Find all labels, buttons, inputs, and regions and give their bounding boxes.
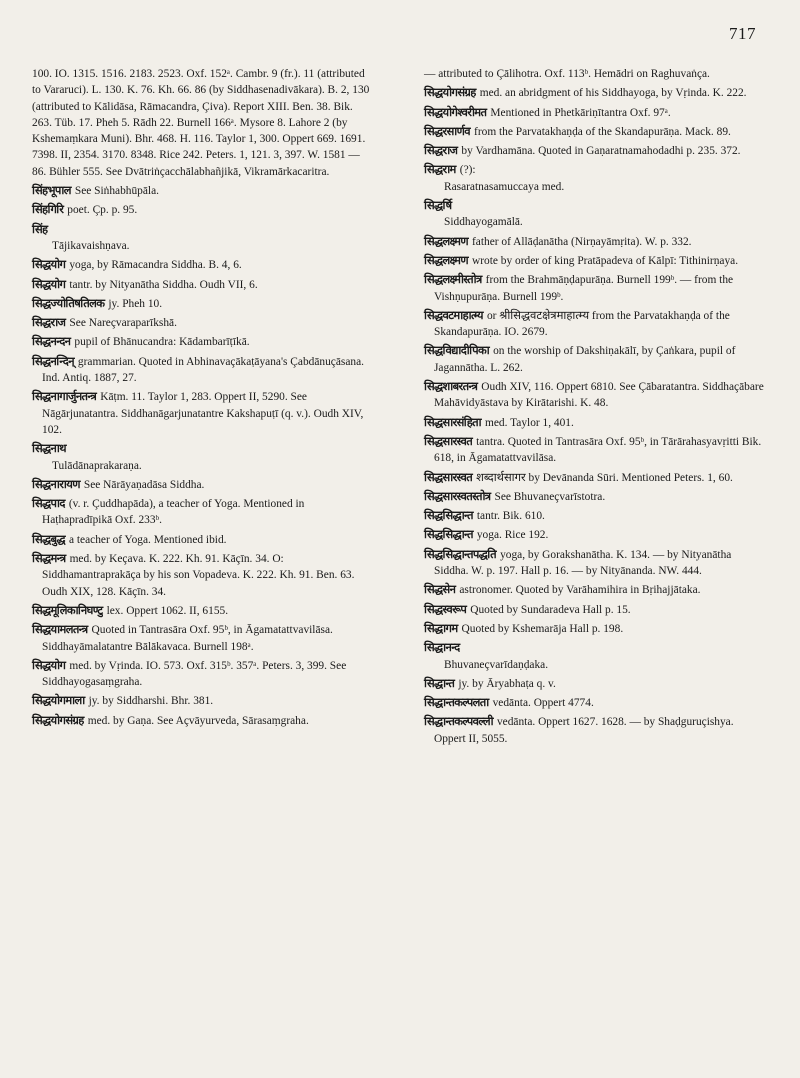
dictionary-entry — [424, 123, 768, 140]
entry-headword: सिद्धान्त — [424, 675, 455, 690]
dictionary-entry — [32, 476, 372, 493]
entry-headword: सिंहभूपाल — [32, 183, 71, 198]
dictionary-entry — [32, 295, 372, 312]
entry-headword: सिद्धराज — [424, 143, 458, 158]
entry-headword: सिद्धनन्दिन् — [32, 353, 74, 368]
entry-text: jy. by Āryabhaṭa q. v. — [458, 677, 556, 690]
entry-subline: Rasaratnasamuccaya med. — [444, 180, 565, 193]
entry-headword: सिद्धनन्दन — [32, 334, 71, 349]
entry-text: शब्दार्थसागर by Devānanda Sūri. Mentioned Peters. 1, 60. — [476, 471, 733, 484]
entry-headword: सिद्धयोग — [32, 657, 66, 672]
entry-headword: सिद्धराम — [424, 162, 456, 177]
entry-text: See Nareçvaraparīkshā. — [69, 317, 177, 330]
dictionary-entry — [32, 550, 372, 600]
entry-text: med. by Vṛinda. IO. 573. Oxf. 315ᵇ. 357ᵃ. Peters. 3, 399. See Siddhayogasaṃgraha. — [42, 659, 347, 689]
dictionary-entry — [424, 507, 768, 524]
entry-text: See Nārāyaṇadāsa Siddha. — [83, 478, 205, 491]
dictionary-entry — [424, 488, 768, 505]
dictionary-entry — [32, 333, 372, 350]
entry-text: vedānta. Oppert 1627. 1628. — by Shaḍguruçishya. Oppert II, 5055. — [434, 716, 734, 745]
entry-text: Quoted by Kshemarāja Hall p. 198. — [461, 622, 624, 635]
entry-headword: सिद्धनागार्जुनतन्त्र — [32, 389, 97, 404]
entry-headword: सिद्धयामलतन्त्र — [32, 622, 88, 637]
entry-text: vedānta. Oppert 4774. — [492, 697, 594, 710]
entry-headword: सिद्धनारायण — [32, 476, 80, 491]
entry-headword: सिद्धसारस्वत — [424, 469, 473, 484]
entry-headword: सिद्धसिद्धान्तपद्धति — [424, 546, 497, 561]
dictionary-entry — [32, 182, 372, 199]
entry-headword: सिद्धराज — [32, 315, 66, 330]
dictionary-entry — [424, 252, 768, 269]
entry-text: Mentioned in Phetkāriṇītantra Oxf. 97ᵃ. — [490, 106, 671, 119]
dictionary-entry — [424, 526, 768, 543]
entry-headword: सिद्धयोग — [32, 276, 66, 291]
entry-text: a teacher of Yoga. Mentioned ibid. — [68, 533, 227, 546]
dictionary-entry — [424, 66, 768, 82]
dictionary-entry — [424, 142, 768, 159]
entry-subline: Tājikavaishṇava. — [52, 239, 130, 252]
entry-text: Oudh XIV, 116. Oppert 6810. See Çābaratantra. Siddhaçābare Mahāvidyāstava by Kirātarishi. K. 48. — [434, 381, 764, 410]
entry-text: Quoted in Tantrasāra Oxf. 95ᵇ, in Āgamatattvavilāsa. Siddhayāmalatantre Bālākavaca. Burnell 198ᵃ. — [42, 624, 333, 653]
entry-headword: सिद्धयोगेश्वरीमत — [424, 104, 487, 119]
entry-text: Quoted by Sundaradeva Hall p. 15. — [470, 603, 631, 616]
entry-headword: सिद्धर्षि — [424, 198, 452, 213]
entry-headword: सिद्धबुद्ध — [32, 531, 65, 546]
entry-headword: सिद्धसारस्वत — [424, 433, 473, 448]
entry-text: jy. Pheh 10. — [108, 297, 163, 310]
entry-text: yoga. Rice 192. — [476, 529, 549, 542]
dictionary-entry — [32, 256, 372, 273]
dictionary-entry — [424, 161, 768, 195]
dictionary-entry — [32, 276, 372, 293]
dictionary-entry — [32, 353, 372, 387]
dictionary-entry — [424, 713, 768, 747]
dictionary-entry — [424, 620, 768, 637]
entry-headword: सिद्धनाथ — [32, 441, 66, 456]
dictionary-entry — [424, 469, 768, 486]
entry-text: yoga, by Rāmacandra Siddha. B. 4, 6. — [69, 259, 242, 272]
entry-text: father of Allāḍanātha (Nirṇayāmṛita). W. p. 332. — [472, 235, 692, 248]
entry-text: — attributed to Çālihotra. Oxf. 113ᵇ. Hemādri on Raghuvaṅça. — [424, 68, 710, 80]
entry-subline: Tulādānaprakaraṇa. — [52, 459, 142, 472]
entry-text: jy. by Siddharshi. Bhr. 381. — [88, 695, 214, 708]
dictionary-entry — [424, 639, 768, 673]
entry-headword: सिद्धसिद्धान्त — [424, 527, 473, 542]
dictionary-entry — [32, 314, 372, 331]
page-number: 717 — [729, 24, 756, 43]
entry-text: from the Brahmāṇḍapurāṇa. Burnell 199ᵇ. — from the Vishṇupurāṇa. Burnell 199ᵇ. — [434, 274, 734, 303]
entry-headword: सिद्धयोगमाला — [32, 693, 85, 708]
dictionary-entry — [32, 388, 372, 438]
entry-headword: सिद्धान्तकल्पलता — [424, 695, 489, 710]
entry-headword: सिद्धपाद — [32, 496, 65, 511]
entry-headword: सिद्धमन्त्र — [32, 551, 66, 566]
entry-headword: सिद्धविद्यादीपिका — [424, 343, 490, 358]
entry-text: Kāṭm. 11. Taylor 1, 283. Oppert II, 5290. See Nāgārjunatantra. Siddhanāgarjunatantre Kakshapuṭī (q. v.). Oudh XIV, 102. — [42, 391, 364, 436]
dictionary-entry — [424, 342, 768, 376]
entry-headword: सिद्धमूलिकानिघण्टु — [32, 602, 103, 617]
dictionary-entry — [424, 433, 768, 467]
entry-headword: सिद्धशाबरतन्त्र — [424, 379, 478, 394]
entry-headword: सिद्धसिद्धान्त — [424, 508, 473, 523]
entry-text: See Bhuvaneçvarīstotra. — [494, 490, 606, 503]
entry-headword: सिद्धयोग — [32, 257, 66, 272]
dictionary-entry — [424, 233, 768, 250]
entry-headword: सिद्धसारस्वतस्तोत्र — [424, 488, 491, 503]
entry-subline: Bhuvaneçvarīdaṇḍaka. — [444, 658, 549, 671]
dictionary-entry — [424, 378, 768, 412]
entry-text: See Siṅhabhūpāla. — [74, 185, 160, 198]
entry-text: yoga, by Gorakshanātha. K. 134. — by Nityanātha Siddha. W. p. 197. Hall p. 16. — by Nityānanda. NW. 444. — [434, 548, 732, 578]
entry-text: (v. r. Çuddhapāda), a teacher of Yoga. Mentioned in Haṭhapradīpikā Oxf. 233ᵇ. — [42, 498, 305, 527]
entry-headword: सिद्धस्वरूप — [424, 601, 467, 616]
dictionary-entry — [424, 307, 768, 341]
dictionary-entry — [32, 440, 372, 474]
entry-headword: सिद्धवटमाहात्म्य — [424, 307, 483, 322]
entry-text: poet. Çp. p. 95. — [67, 204, 138, 217]
entry-text: tantr. Bik. 610. — [476, 510, 545, 523]
dictionary-entry — [32, 657, 372, 691]
dictionary-entry — [424, 675, 768, 692]
dictionary-entry — [424, 581, 768, 598]
dictionary-entry — [32, 495, 372, 529]
dictionary-entry — [32, 221, 372, 255]
entry-text: lex. Oppert 1062. II, 6155. — [106, 604, 229, 617]
entry-headword: सिद्धसेन — [424, 582, 456, 597]
entry-headword: सिद्धागम — [424, 620, 458, 635]
entry-text: pupil of Bhānucandra: Kādambarīṭīkā. — [74, 336, 250, 349]
dictionary-entry — [424, 694, 768, 711]
entry-headword: सिंहगिरि — [32, 202, 64, 217]
entry-headword: सिंह — [32, 221, 48, 236]
entry-headword: सिद्धसारसंहिता — [424, 414, 482, 429]
dictionary-entry — [32, 712, 372, 729]
entry-headword: सिद्धलक्ष्मण — [424, 252, 468, 267]
dictionary-entry — [32, 692, 372, 709]
entry-text: on the worship of Dakshiṇakālī, by Çaṅkara, pupil of Jagannātha. L. 262. — [434, 345, 736, 374]
entry-subline: Siddhayogamālā. — [444, 216, 523, 229]
dictionary-entry — [32, 531, 372, 548]
entry-text: med. by Keçava. K. 222. Kh. 91. Kāçīn. 34. O: Siddhamantraprakāça by his son Vopadeva. K. 222. Kh. 91. Ben. 63. Oudh XIX, 128. Kāçīn. 34. — [42, 553, 355, 598]
entry-headword: सिद्धलक्ष्मीस्तोत्र — [424, 272, 482, 287]
dictionary-entry — [424, 546, 768, 580]
entry-text: (?): — [459, 164, 476, 177]
entry-headword: सिद्धान्तकल्पवल्ली — [424, 714, 493, 729]
entry-text: med. by Gaṇa. See Açvāyurveda, Sārasaṃgraha. — [87, 714, 309, 727]
dictionary-entry — [424, 601, 768, 618]
dictionary-entry — [424, 84, 768, 101]
dictionary-entry — [424, 197, 768, 231]
entry-text: wrote by order of king Pratāpadeva of Kālpī: Tithinirṇaya. — [472, 254, 739, 267]
entry-headword: सिद्धरसार्णव — [424, 123, 471, 138]
left-column — [32, 66, 372, 731]
dictionary-entry — [32, 201, 372, 218]
dictionary-entry — [32, 602, 372, 619]
dictionary-entry — [32, 66, 372, 180]
dictionary-entry — [424, 414, 768, 431]
dictionary-entry — [424, 104, 768, 121]
entry-text: tantr. by Nityanātha Siddha. Oudh VII, 6. — [69, 278, 258, 291]
entry-text: med. Taylor 1, 401. — [485, 416, 574, 429]
entry-text: by Vardhamāna. Quoted in Gaṇaratnamahodadhi p. 235. 372. — [461, 145, 741, 158]
entry-text: grammarian. Quoted in Abhinavaçākaṭāyana's Çabdānuçāsana. Ind. Antiq. 1887, 27. — [42, 355, 364, 385]
entry-text: from the Parvatakhaṇḍa of the Skandapurāṇa. Mack. 89. — [474, 125, 731, 138]
entry-headword: सिद्धयोगसंग्रह — [32, 712, 84, 727]
entry-text: tantra. Quoted in Tantrasāra Oxf. 95ᵇ, in Tārārahasyavṛitti Bik. 618, in Āgamatattvavilāsa. — [434, 435, 762, 465]
right-column — [424, 66, 768, 749]
entry-headword: सिद्धानन्द — [424, 640, 460, 655]
entry-headword: सिद्धज्योतिषतिलक — [32, 295, 105, 310]
dictionary-entry — [32, 621, 372, 655]
dictionary-entry — [424, 271, 768, 305]
entry-headword: सिद्धयोगसंग्रह — [424, 85, 476, 100]
entry-headword: सिद्धलक्ष्मण — [424, 233, 468, 248]
entry-text: or श्रीसिद्धवटक्षेत्रमाहात्म्य from the Parvatakhaṇḍa of the Skandapurāṇa. IO. 2679. — [434, 309, 730, 339]
entry-text: astronomer. Quoted by Varāhamihira in Bṛihajjātaka. — [459, 584, 701, 597]
entry-text: med. an abridgment of his Siddhayoga, by Vṛinda. K. 222. — [479, 87, 747, 100]
entry-text: 100. IO. 1315. 1516. 2183. 2523. Oxf. 152ᵃ. Cambr. 9 (fr.). 11 (attributed to Vararuci). L. 130. K. 76. Kh. 66. 86 (by Siddhasenadivākara). B. 2, 130 (attributed to Kālidāsa, Rāmacandra, Çiva). Report XIII. Ben. 38. Bik. 263. Tüb. 17. Pheh 5. Rādh 22. Burnell 166ᵃ. Mysore 8. Lahore 2 (by Kshemaṃkara Muni). Bhr. 468. H. 116. Taylor 1, 300. Oppert 669. 1691. 7398. II, 2354. 3170. 8348. Rice 242. Peters. 1, 121. 3, 397. W. 1581 —86. Bühler 555. See Dvātriṅçacchālabhañjikā, Vikramārkacaritra. — [32, 68, 370, 178]
